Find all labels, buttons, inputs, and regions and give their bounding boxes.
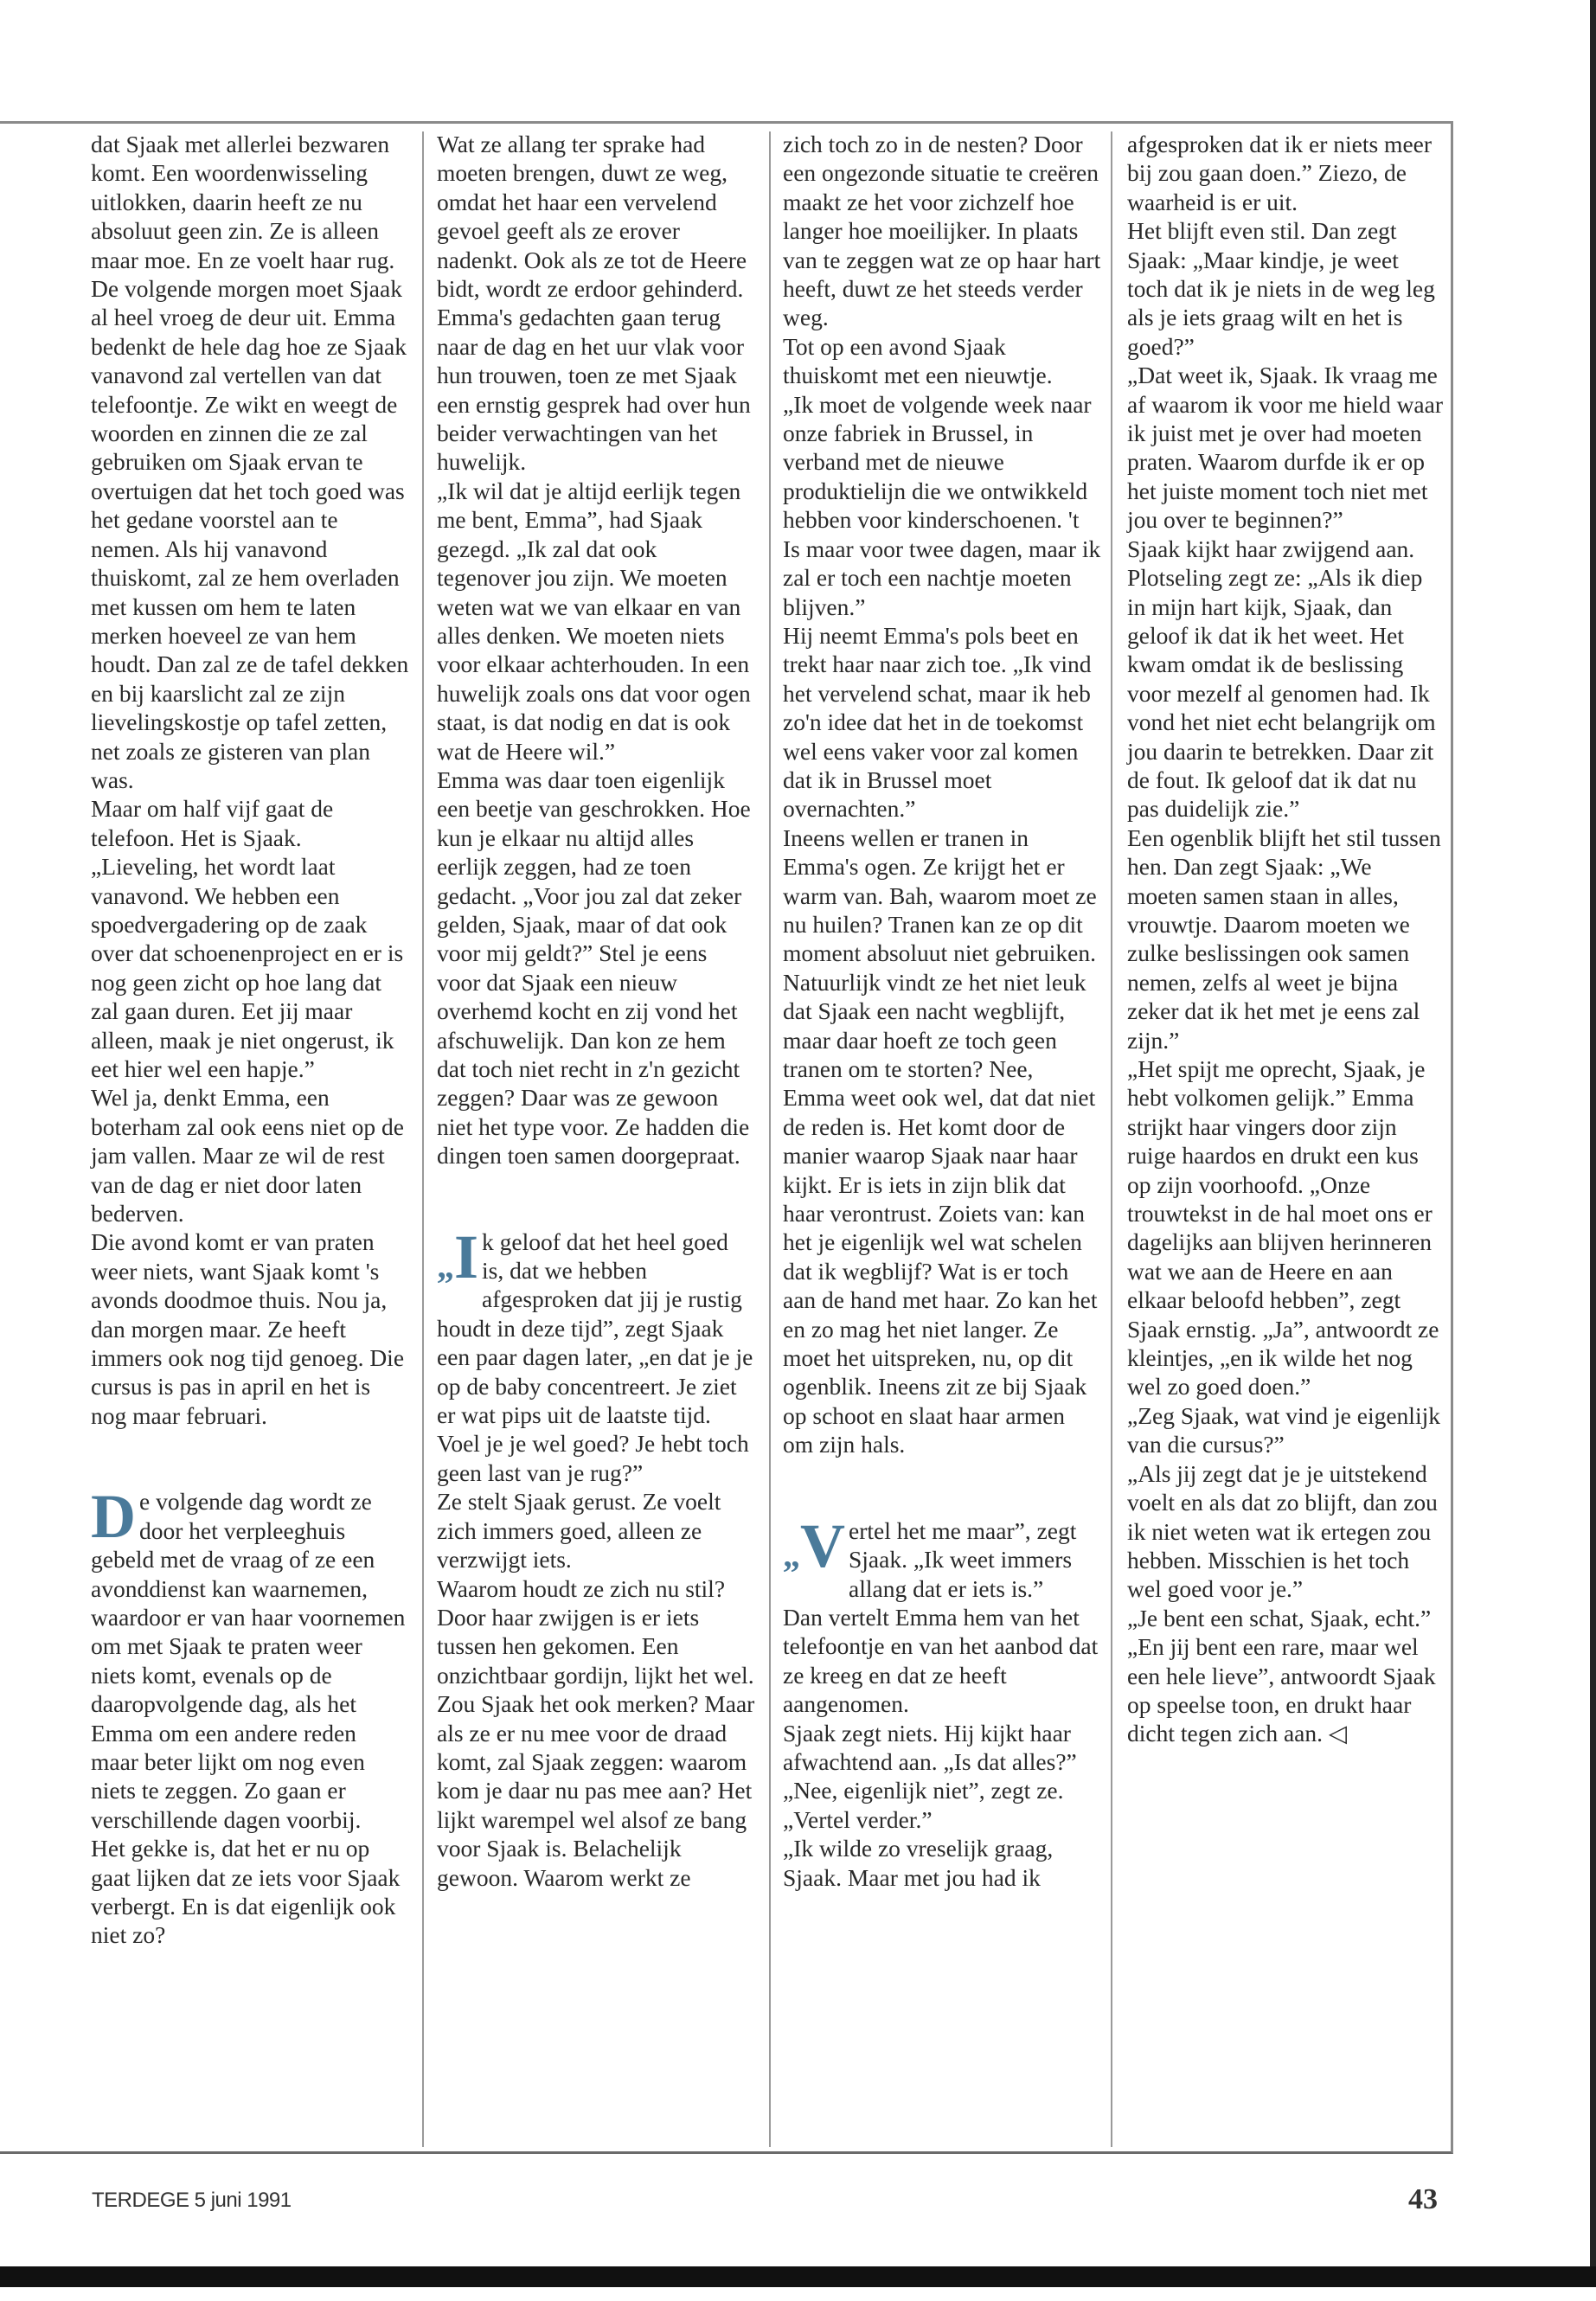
paragraph-text: Tot op een avond Sjaak thuiskomt met een nieuwtje. [783,332,1053,389]
paragraph [437,1574,755,1892]
paragraph [783,1719,1101,1777]
paragraph [1127,1459,1445,1604]
paragraph-text: dat Sjaak met allerlei bezwaren komt. Een woordenwisseling uitlokken, daarin heeft ze nu absoluut geen zin. Ze is alleen maar moe. En ze voelt haar rug. [91,131,395,273]
paragraph [437,1221,755,1488]
paragraph-text: „Je bent een schat, Sjaak, echt.” [1127,1604,1432,1631]
paragraph-text: „Nee, eigenlijk niet”, zegt ze. [783,1777,1064,1804]
paragraph [91,1227,409,1430]
paragraph [91,130,409,274]
column-divider [769,131,771,2147]
paragraph-text: „Lieveling, het wordt laat vanavond. We hebben een spoedvergadering op de zaak over dat schoenenproject en er is nog geen zicht op hoe lang dat zal gaan duren. Eet jij maar alleen, maak je niet ongerust, ik eet hier wel een hapje.” [91,853,404,1082]
paragraph-text: „En jij bent een rare, maar wel een hele lieve”, antwoordt Sjaak op speelse toon, en drukt haar dicht tegen zich aan. ◁ [1127,1633,1436,1747]
text-column-2 [437,130,755,1892]
paragraph [1127,130,1445,216]
paragraph [437,477,755,766]
paragraph-text: „Ik moet de volgende week naar onze fabriek in Brussel, in verband met de nieuwe produktielijn die we ontwikkeld hebben voor kinderschoenen. 't Is maar voor twee dagen, maar ik zal er toch een nachtje moeten blijven.” [783,390,1101,620]
paragraph-text: k geloof dat het heel goed is, dat we hebben afgesproken dat jij je rustig houdt in deze tijd”, zegt Sjaak een paar dagen later, „en dat je je op de baby concentreert. Je ziet er wat pips uit de laatste tijd. Voel je je wel goed? Je hebt toch geen last van je rug?” [437,1227,753,1486]
drop-cap-letter: V [800,1510,845,1580]
paragraph [1127,1054,1445,1401]
paragraph-text: Die avond komt er van praten weer niets, want Sjaak komt 's avonds doodmoe thuis. Nou ja, dan morgen maar. Ze heeft immers ook nog tijd genoeg. Die cursus is pas in april en het is nog maar februari. [91,1228,405,1429]
drop-cap [91,1482,136,1552]
paragraph-text: „Dat weet ik, Sjaak. Ik vraag me af waarom ik voor me hield waar ik juist met je over had moeten praten. Waarom durfde ik er op het juiste moment toch niet met jou over te beginnen?” [1127,362,1443,534]
paragraph-text: Het blijft even stil. Dan zegt Sjaak: „Maar kindje, je weet toch dat ik je niets in de weg leg als je iets graag wilt en het is goed?” [1127,217,1435,360]
paragraph [437,130,755,303]
paragraph [1127,824,1445,1054]
drop-cap [437,1221,479,1292]
paragraph [91,274,409,794]
paragraph [783,1834,1101,1892]
paragraph-text: De volgende morgen moet Sjaak al heel vroeg de deur uit. Emma bedenkt de hele dag hoe ze Sjaak vanavond zal vertellen van dat telefoontje. Ze wikt en weegt de woorden en zinnen die ze zal gebruiken om Sjaak ervan te overtuigen dat het toch goed was het gedane voorstel aan te nemen. Als hij vanavond thuiskomt, zal ze hem overladen met kussen om hem te laten merken hoeveel ze van hem houdt. Dan zal ze de tafel dekken en bij kaarslicht zal ze zijn lievelingskostje op tafel zetten, net zoals ze gisteren van plan was. [91,275,409,793]
paragraph-text: Wat ze allang ter sprake had moeten brengen, duwt ze weg, omdat het haar een vervelend gevoel geeft als ze erover nadenkt. Ook als ze tot de Heere bidt, wordt ze erdoor gehinderd. [437,131,747,303]
drop-cap-quote: „ [437,1246,454,1285]
paragraph [1127,1401,1445,1459]
paragraph [91,1083,409,1227]
paragraph-text: Ze stelt Sjaak gerust. Ze voelt zich immers goed, alleen ze verzwijgt iets. [437,1488,721,1574]
paragraph [783,1805,1101,1834]
paragraph [437,766,755,1170]
paragraph [1127,563,1445,824]
paragraph [91,852,409,1083]
paragraph [91,794,409,852]
drop-cap-letter: D [91,1482,136,1552]
paragraph-text: „Ik wilde zo vreselijk graag, Sjaak. Maar met jou had ik [783,1835,1054,1891]
paragraph [783,332,1101,390]
paragraph [1127,1604,1445,1632]
paragraph [783,390,1101,621]
paragraph [91,1834,409,1950]
paragraph [437,1487,755,1574]
paragraph-text: Het gekke is, dat het er nu op gaat lijken dat ze iets voor Sjaak verbergt. En is dat eigenlijk ook niet zo? [91,1835,401,1949]
paragraph [783,1510,1101,1603]
paragraph-text: zich toch zo in de nesten? Door een ongezonde situatie te creëren maakt ze het voor zichzelf hoe langer hoe moeilijker. In plaats van te zeggen wat ze op haar hart heeft, duwt ze het steeds verder weg. [783,131,1101,331]
drop-cap [783,1510,845,1581]
paragraph-text: Hij neemt Emma's pols beet en trekt haar naar zich toe. „Ik vind het vervelend schat, maar ik heb zo'n idee dat het in de toekomst wel eens vaker voor zal komen dat ik in Brussel moet overnachten.” [783,621,1092,823]
paragraph-text: Plotseling zegt ze: „Als ik diep in mijn hart kijk, Sjaak, dan geloof ik dat ik het weet. Het kwam omdat ik de beslissing voor mezelf al genomen had. Ik vond het niet echt belangrijk om jou daarin te betrekken. Daar zit de fout. Ik geloof dat ik dat nu pas duidelijk zie.” [1127,564,1436,823]
column-divider [422,131,424,2147]
paragraph [1127,361,1445,534]
text-column-4 [1127,130,1445,1748]
paragraph-text: „Als jij zegt dat je je uitstekend voelt en als dat zo blijft, dan zou ik niet weten wat ik ertegen zou hebben. Misschien is het toch wel goed voor je.” [1127,1459,1438,1603]
paragraph-text: Sjaak kijkt haar zwijgend aan. [1127,535,1415,562]
paragraph [1127,535,1445,563]
paragraph [783,130,1101,332]
drop-cap-quote: „ [783,1535,800,1574]
paragraph-text: Waarom houdt ze zich nu stil? Door haar zwijgen is er iets tussen hen gekomen. Een onzichtbaar gordijn, lijkt het wel. Zou Sjaak het ook merken? Maar als ze er nu mee voor de draad komt, zal Sjaak zeggen: waarom kom je daar nu pas mee aan? Het lijkt warempel wel alsof ze bang voor Sjaak is. Belachelijk gewoon. Waarom werkt ze [437,1574,755,1891]
scan-edge-right [1590,0,1596,2266]
column-divider [1111,131,1112,2147]
text-column-3 [783,130,1101,1892]
paragraph-text: afgesproken dat ik er niets meer bij zou gaan doen.” Ziezo, de waarheid is er uit. [1127,131,1433,215]
paragraph [783,1776,1101,1804]
paragraph-text: Een ogenblik blijft het stil tussen hen. Dan zegt Sjaak: „We moeten samen staan in alles, vrouwtje. Daarom moeten we zulke beslissingen ook samen nemen, zelfs al weet je bijna zeker dat ik het met je eens zal zijn.” [1127,824,1441,1054]
paragraph-text: Emma's gedachten gaan terug naar de dag en het uur vlak voor hun trouwen, toen ze met Sjaak een ernstig gesprek had over hun beider verwachtingen van het huwelijk. [437,304,751,476]
paragraph [783,1603,1101,1719]
paragraph-text: ertel het me maar”, zegt Sjaak. „Ik weet immers allang dat er iets is.” [849,1516,1077,1602]
paragraph-text: „Zeg Sjaak, wat vind je eigenlijk van die cursus?” [1127,1401,1440,1458]
paragraph-text: Wel ja, denkt Emma, een boterham zal ook eens niet op de jam vallen. Maar ze wil de rest van de dag er niet door laten bederven. [91,1084,404,1227]
paragraph-text: Maar om half vijf gaat de telefoon. Het is Sjaak. [91,795,334,851]
paragraph-text: „Het spijt me oprecht, Sjaak, je hebt volkomen gelijk.” Emma strijkt haar vingers door zijn ruige haardos en drukt een kus op zijn voorhoofd. „Onze trouwtekst in de hal moet ons er dagelijks aan blijven herinneren wat we aan de Heere en aan elkaar beloofd hebben”, zegt Sjaak ernstig. „Ja”, antwoordt ze kleintjes, „en ik wilde het nog wel zo goed doen.” [1127,1055,1439,1400]
paragraph [783,824,1101,1459]
paragraph [1127,216,1445,361]
paragraph [91,1482,409,1834]
paragraph-text: e volgende dag wordt ze door het verpleeghuis gebeld met de vraag of ze een avonddienst kan waarnemen, waardoor er van haar voornemen om met Sjaak te praten weer niets komt, evenals op de daaropvolgende dag, als het Emma om een andere reden maar beter lijkt om nog even niets te zeggen. Zo gaan er verschillende dagen voorbij. [91,1488,406,1833]
text-column-1 [91,130,409,1950]
paragraph-text: Ineens wellen er tranen in Emma's ogen. Ze krijgt het er warm van. Bah, waarom moet ze nu huilen? Tranen kan ze op dit moment absoluut niet gebruiken. Natuurlijk vindt ze het niet leuk dat Sjaak een nacht wegblijft, maar daar hoeft ze toch geen tranen om te storten? Nee, Emma weet ook wel, dat dat niet de reden is. Het komt door de manier waarop Sjaak naar haar kijkt. Er is iets in zijn blik dat haar verontrust. Zoiets van: kan het je eigenlijk wel wat schelen dat ik wegblijf? Wat is er toch aan de hand met haar. Zo kan het en zo mag het niet langer. Ze moet het uitspreken, nu, op dit ogenblik. Ineens zit ze bij Sjaak op schoot en slaat haar armen om zijn hals. [783,824,1098,1458]
paragraph-text: „Ik wil dat je altijd eerlijk tegen me bent, Emma”, had Sjaak gezegd. „Ik zal dat ook tegenover jou zijn. We moeten weten wat we van elkaar en van alles denken. We moeten niets voor elkaar achterhouden. In een huwelijk zoals ons dat voor ogen staat, is dat nodig en dat is ook wat de Heere wil.” [437,477,751,765]
paragraph-text: „Vertel verder.” [783,1805,933,1833]
publication-footer: TERDEGE 5 juni 1991 [92,2189,292,2212]
drop-cap-letter: I [454,1221,479,1292]
scan-edge-bottom [0,2266,1596,2287]
paragraph-text: Dan vertelt Emma hem van het telefoontje en van het aanbod dat ze kreeg en dat ze heeft aangenomen. [783,1603,1099,1718]
paragraph [783,621,1101,824]
paragraph [437,303,755,476]
paragraph-text: Sjaak zegt niets. Hij kijkt haar afwachtend aan. „Is dat alles?” [783,1719,1077,1775]
page-number: 43 [1408,2183,1438,2215]
paragraph [1127,1632,1445,1748]
paragraph-text: Emma was daar toen eigenlijk een beetje van geschrokken. Hoe kun je elkaar nu altijd alles eerlijk zeggen, had ze toen gedacht. „Voor jou zal dat zeker gelden, Sjaak, maar of dat ook voor mij geldt?” Stel je eens voor dat Sjaak een nieuw overhemd kocht en zij vond het afschuwelijk. Dan kon ze hem dat toch niet recht in z'n gezicht zeggen? Daar was ze gewoon niet het type voor. Ze hadden die dingen toen samen doorgepraat. [437,766,751,1170]
